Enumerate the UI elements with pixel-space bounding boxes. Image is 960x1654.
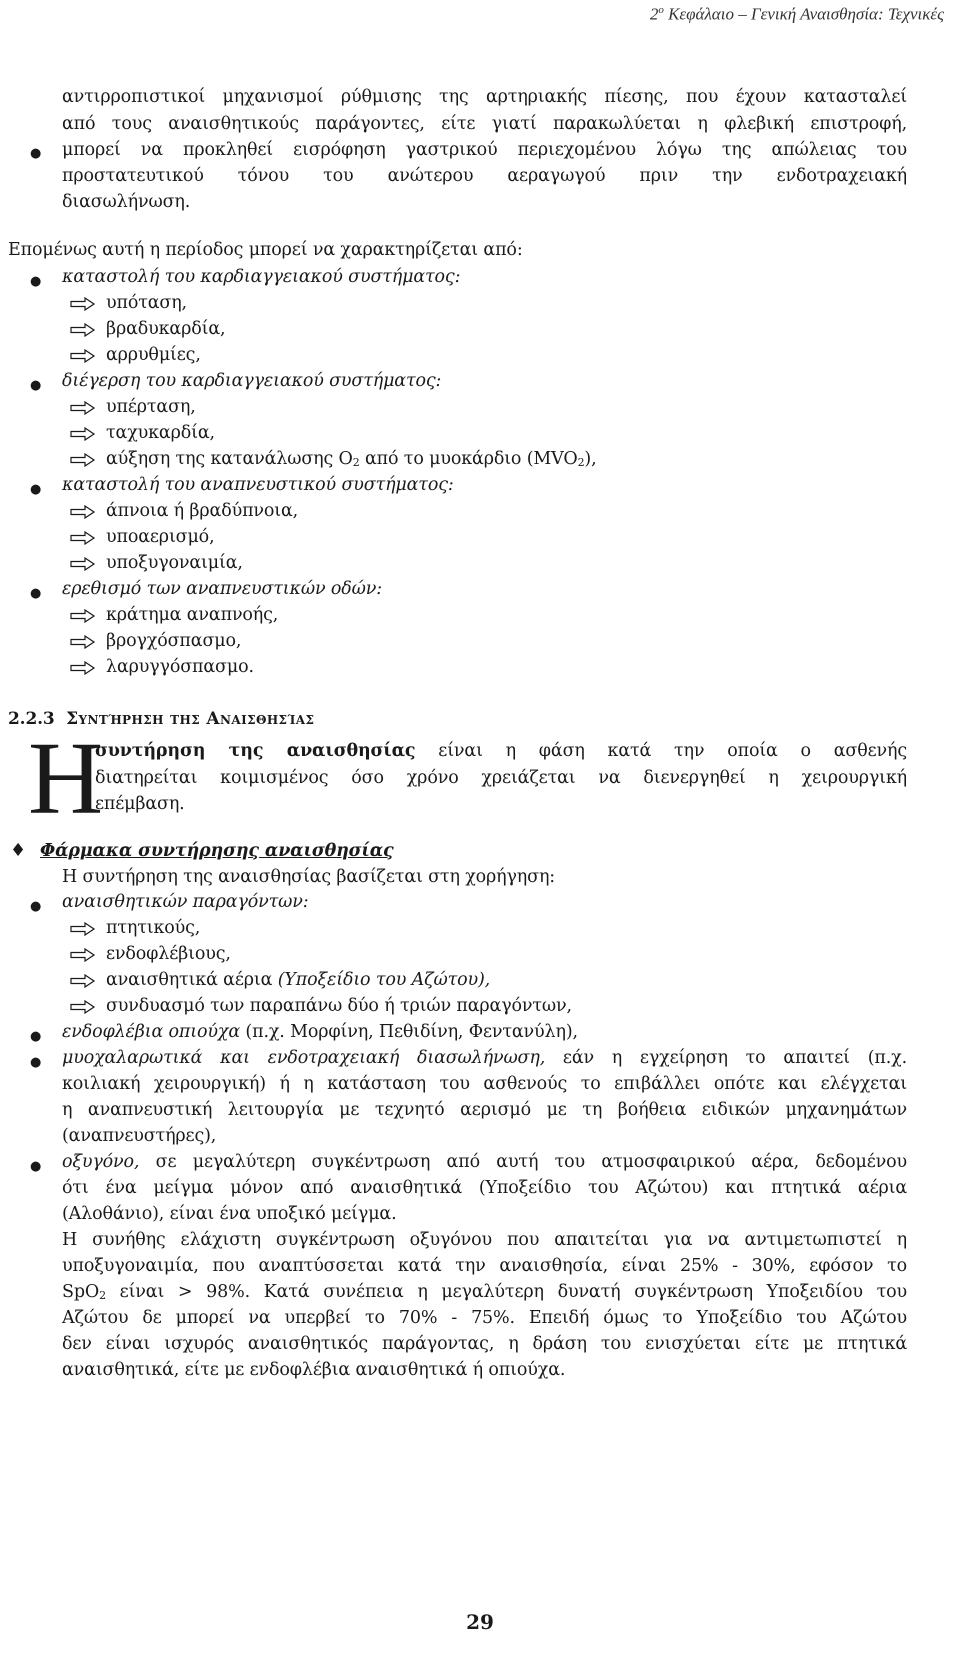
para-line: Η συνήθης ελάχιστη συγκέντρωση οξυγόνου που απαιτείται για να αντιμετωπιστεί η (62, 1230, 907, 1250)
bullet-icon: ● (30, 586, 42, 601)
drugs-heading: Φάρμακα συντήρησης αναισθησίας (40, 841, 394, 861)
section-text: είναι η φάση κατά την οποία ο ασθενής (438, 741, 907, 761)
para-line: δεν είναι ισχυρός αναισθητικός παράγοντας, η δράση του ενισχύεται είτε με πτητικά (62, 1334, 907, 1354)
list-item: λαρυγγόσπασμο. (106, 657, 254, 677)
list-item: ταχυκαρδία, (106, 423, 215, 443)
list-item: αρρυθμίες, (106, 345, 201, 365)
relax-text: εάν η εγχείρηση το απαιτεί (π.χ. (545, 1048, 907, 1068)
intro-line: από τους αναισθητικούς παράγοντες, είτε γιατί παρακωλύεται η φλεβική επιστροφή, (62, 114, 907, 134)
list-item: βραδυκαρδία, (106, 319, 226, 339)
spo2-text: SpO (62, 1282, 100, 1302)
mvo-text: αύξηση της κατανάλωσης O (106, 449, 353, 469)
arrow-right-icon (70, 948, 96, 962)
chapter-number: 2 (649, 4, 659, 24)
relax-italic: μυοχαλαρωτικά και ενδοτραχειακή διασωλήνωση, (62, 1048, 546, 1068)
page-number: 29 (466, 1610, 494, 1634)
arrow-right-icon (70, 427, 96, 441)
intro-line: αντιρροπιστικοί μηχανισμοί ρύθμισης της αρτηριακής πίεσης, που έχουν κατασταλεί (62, 87, 907, 107)
list-item: υποξυγοναιμία, (106, 553, 243, 573)
opioid-italic: ενδοφλέβια οπιούχα (62, 1022, 240, 1042)
mvo-text: από το μυοκάρδιο (MVO (359, 449, 578, 469)
section-line: επέμβαση. (95, 794, 185, 814)
opioid-line (62, 1020, 578, 1044)
arrow-right-icon (70, 635, 96, 649)
running-header (650, 4, 944, 25)
bullet-icon: ● (30, 1055, 42, 1070)
list-item: υπόταση, (106, 293, 187, 313)
para-text: είναι > 98%. Κατά συνέπεια η μεγαλύτερη δυνατή συγκέντρωση Υποξειδίου του (105, 1282, 907, 1302)
subscript: 2 (352, 456, 360, 469)
intro-line: διασωλήνωση. (62, 192, 191, 212)
gas-text: αναισθητικά αέρια (106, 970, 278, 990)
arrow-right-icon (70, 609, 96, 623)
arrow-right-icon (70, 453, 96, 467)
group-title: διέγερση του καρδιαγγειακού συστήματος: (62, 371, 442, 391)
section-line (95, 739, 907, 763)
arrow-right-icon (70, 323, 96, 337)
bullet-icon: ● (30, 378, 42, 393)
oxy-text: σε μεγαλύτερη συγκέντρωση από αυτή του ατμοσφαιρικού αέρα, δεδομένου (139, 1152, 907, 1172)
oxy-line: ότι ένα μείγμα μόνον από αναισθητικά (Υποξείδιο του Αζώτου) και πτητικά αέρια (62, 1178, 907, 1198)
list-item (106, 968, 490, 992)
bullet-icon: ● (30, 1029, 42, 1044)
oxy-line (62, 1150, 907, 1174)
arrow-right-icon (70, 297, 96, 311)
drop-cap: Η (28, 721, 103, 836)
group-title: καταστολή του καρδιαγγειακού συστήματος: (62, 267, 461, 287)
bullet-icon: ● (30, 1159, 42, 1174)
bullet-icon: ● (30, 274, 42, 289)
mvo-text: ), (584, 449, 597, 469)
group-title: αναισθητικών παραγόντων: (62, 892, 309, 912)
group-title: ερεθισμό των αναπνευστικών οδών: (62, 579, 382, 599)
arrow-right-icon (70, 661, 96, 675)
list-item: υποαερισμό, (106, 527, 215, 547)
list-item-mvo (106, 447, 597, 475)
drugs-lead: Η συντήρηση της αναισθησίας βασίζεται στη χορήγηση: (62, 867, 556, 887)
list-item: βρογχόσπασμο, (106, 631, 242, 651)
relax-line (62, 1046, 907, 1070)
para-line: αναισθητικά, είτε με ενδοφλέβια αναισθητικά ή οπιούχα. (62, 1360, 566, 1380)
subscript: 2 (577, 456, 585, 469)
arrow-right-icon (70, 349, 96, 363)
relax-line: κοιλιακή χειρουργική) ή η κατάσταση του ασθενούς το επιβάλλει οπότε και ελέγχεται (62, 1074, 907, 1094)
chapter-ordinal: ο (658, 4, 664, 16)
list-item: πτητικούς, (106, 918, 201, 938)
section-title: Συντήρηση της Αναισθησίας (66, 709, 315, 729)
chapter-title: Κεφάλαιο – Γενική Αναισθησία: Τεχνικές (668, 4, 944, 24)
list-item: ενδοφλέβιους, (106, 944, 231, 964)
opioid-text: (π.χ. Μορφίνη, Πεθιδίνη, Φεντανύλη), (240, 1022, 578, 1042)
bullet-icon: ● (30, 899, 42, 914)
intro-line: μπορεί να προκληθεί εισρόφηση γαστρικού περιεχομένου λόγω της απώλειας του (62, 140, 907, 160)
arrow-right-icon (70, 922, 96, 936)
relax-line: η αναπνευστική λειτουργία με τεχνητό αερισμό με τη βοήθεια ειδικών μηχανημάτων (62, 1100, 907, 1120)
oxy-line: (Αλοθάνιο), είναι ένα υποξικό μείγμα. (62, 1204, 397, 1224)
arrow-right-icon (70, 557, 96, 571)
list-item: υπέρταση, (106, 397, 196, 417)
bullet-icon: ● (30, 482, 42, 497)
bullet-icon: ● (30, 146, 42, 161)
period-lead: Επομένως αυτή η περίοδος μπορεί να χαρακτηρίζεται από: (8, 240, 523, 260)
oxy-italic: οξυγόνο, (62, 1152, 140, 1172)
gas-italic: (Υποξείδιο του Αζώτου), (277, 970, 491, 990)
arrow-right-icon (70, 401, 96, 415)
relax-line: (αναπνευστήρες), (62, 1126, 217, 1146)
list-item: άπνοια ή βραδύπνοια, (106, 501, 299, 521)
para-line: Αζώτου δε μπορεί να υπερβεί το 70% - 75%. Επειδή όμως το Υποξείδιο του Αζώτου (62, 1308, 907, 1328)
bold-term: συντήρηση της αναισθησίας (95, 741, 416, 761)
intro-line: προστατευτικού τόνου του ανώτερου αεραγωγού πριν την ενδοτραχειακή (62, 166, 907, 186)
arrow-right-icon (70, 1000, 96, 1014)
para-line (62, 1280, 907, 1308)
section-number: 2.2.3 (8, 709, 55, 729)
subscript: 2 (99, 1289, 106, 1302)
list-item: κράτημα αναπνοής, (106, 605, 279, 625)
list-item: συνδυασμό των παραπάνω δύο ή τριών παραγόντων, (106, 996, 572, 1016)
arrow-right-icon (70, 974, 96, 988)
section-line: διατηρείται κοιμισμένος όσο χρόνο χρειάζεται να διενεργηθεί η χειρουργική (95, 768, 907, 788)
arrow-right-icon (70, 505, 96, 519)
arrow-right-icon (70, 531, 96, 545)
diamond-icon: ♦ (10, 840, 26, 861)
group-title: καταστολή του αναπνευστικού συστήματος: (62, 475, 454, 495)
para-line: υποξυγοναιμία, που αναπτύσσεται κατά την αναισθησία, είναι 25% - 30%, εφόσον το (62, 1256, 907, 1276)
